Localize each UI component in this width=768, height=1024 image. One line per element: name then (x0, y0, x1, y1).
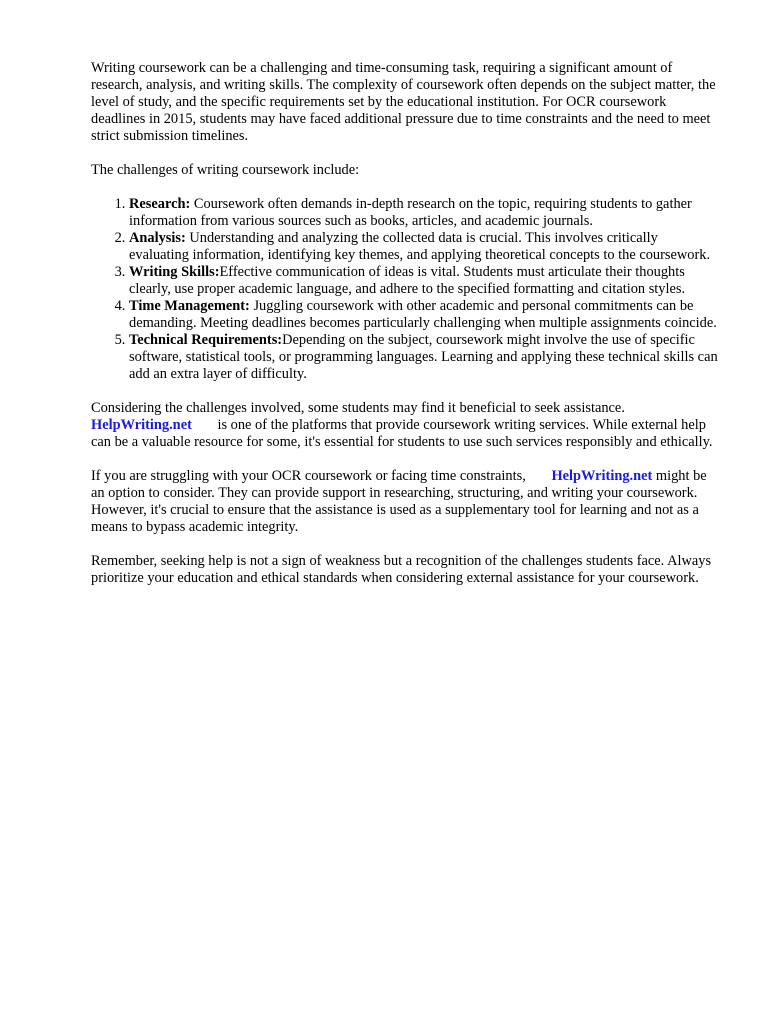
term-research: Research: (129, 196, 191, 212)
challenges-heading: The challenges of writing coursework include: (91, 162, 360, 178)
challenges-list (91, 196, 721, 383)
list-item-text: Effective communication of ideas is vital. Students must articulate their thoughts clearly, use proper academic language, and adhere to the specified formatting and citation styles. (129, 264, 686, 297)
list-item-time-management (129, 298, 721, 332)
helpwriting-link-2[interactable]: HelpWriting.net (551, 468, 653, 484)
term-technical-requirements: Technical Requirements: (129, 332, 283, 348)
list-item-text: Depending on the subject, coursework might involve the use of specific software, statistical tools, or programming languages. Learning and applying these technical skills can add an extra layer of difficulty. (129, 332, 718, 382)
intro-paragraph: Writing coursework can be a challenging and time-consuming task, requiring a significant amount of research, analysis, and writing skills. The complexity of coursework often depends on the subject matter, the level of study, and the specific requirements set by the educational institution. For OCR coursework deadlines in 2015, students may have faced additional pressure due to time constraints and the need to meet strict submission timelines. (91, 60, 716, 144)
term-time-management: Time Management: (129, 298, 250, 314)
list-item-text: Understanding and analyzing the collected data is crucial. This involves critically evaluating information, identifying key themes, and applying theoretical concepts to the coursework. (129, 230, 711, 263)
closing-paragraph: Remember, seeking help is not a sign of weakness but a recognition of the challenges students face. Always prioritize your education and ethical standards when considering external assistance for your coursework. (91, 553, 712, 586)
assist-text-after: is one of the platforms that provide coursework writing services. While external help can be a valuable resource for some, it's essential for students to use such services responsibly and ethically. (91, 417, 713, 450)
list-item-research (129, 196, 721, 230)
assist-text-before: Considering the challenges involved, some students may find it beneficial to seek assistance. (91, 400, 625, 416)
term-analysis: Analysis: (129, 230, 186, 246)
list-item-text: Juggling coursework with other academic and personal commitments can be demanding. Meeting deadlines becomes particularly challenging when multiple assignments coincide. (129, 298, 717, 331)
list-item-analysis (129, 230, 721, 264)
list-item-technical-requirements (129, 332, 721, 383)
assist-paragraph (91, 400, 721, 451)
struggle-paragraph (91, 468, 721, 536)
document-page (91, 60, 721, 604)
helpwriting-link[interactable]: HelpWriting.net (91, 417, 192, 433)
list-item-text: Coursework often demands in-depth research on the topic, requiring students to gather information from various sources such as books, articles, and academic journals. (129, 196, 692, 229)
struggle-text-before: If you are struggling with your OCR coursework or facing time constraints, (91, 468, 530, 484)
struggle-text-after: might be an option to consider. They can provide support in researching, structuring, and writing your coursework. However, it's crucial to ensure that the assistance is used as a supplementary tool for learning and not as a means to bypass academic integrity. (91, 468, 707, 535)
list-item-writing-skills (129, 264, 721, 298)
term-writing-skills: Writing Skills: (129, 264, 220, 280)
